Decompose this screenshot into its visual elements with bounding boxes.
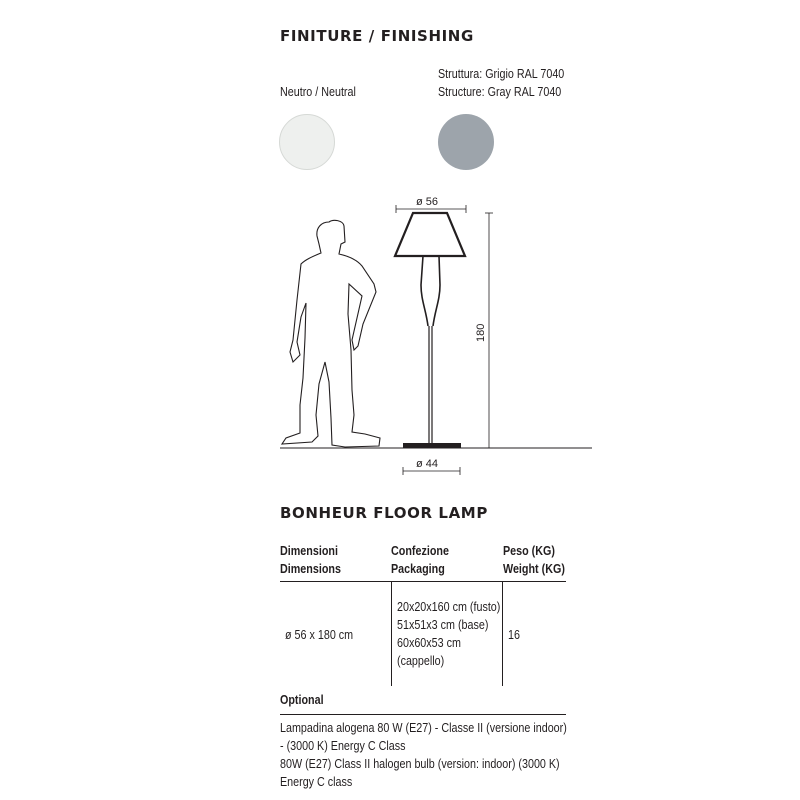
header-weight-it: Peso (KG): [503, 544, 555, 558]
human-silhouette: [282, 220, 380, 447]
lamp-base: [403, 443, 461, 448]
table-header-divider: [280, 581, 566, 582]
shade-diameter-label: ø 56: [416, 196, 439, 208]
header-packaging: [391, 542, 449, 578]
header-packaging-en: Packaging: [391, 562, 445, 576]
optional-line: 80W (E27) Class II halogen bulb (version: indoor) (3000 K): [280, 757, 560, 771]
finishing-title: FINITURE / FINISHING: [280, 27, 474, 45]
optional-divider: [280, 714, 566, 715]
table-col-divider-1: [391, 581, 392, 686]
packaging-line: (cappello): [397, 654, 445, 668]
packaging-line: 20x20x160 cm (fusto): [397, 600, 501, 614]
optional-line: Energy C class: [280, 775, 353, 789]
header-dimensions: [280, 542, 341, 578]
header-weight: [503, 542, 565, 578]
structure-label-it: Struttura: Grigio RAL 7040: [438, 67, 565, 81]
optional-title: Optional: [280, 693, 324, 707]
header-weight-en: Weight (KG): [503, 562, 565, 576]
packaging-line: 51x51x3 cm (base): [397, 618, 489, 632]
lamp-body: [421, 256, 440, 326]
header-dimensions-it: Dimensioni: [280, 544, 338, 558]
header-packaging-it: Confezione: [391, 544, 449, 558]
table-col-divider-2: [502, 581, 503, 686]
optional-line: Lampadina alogena 80 W (E27) - Classe II (versione indoor): [280, 721, 567, 735]
dimensions-value: ø 56 x 180 cm: [285, 628, 354, 642]
weight-value: 16: [508, 628, 520, 642]
lamp-shade: [395, 213, 465, 256]
packaging-line: 60x60x53 cm: [397, 636, 461, 650]
height-label: 180: [475, 323, 487, 342]
neutral-label: Neutro / Neutral: [280, 85, 356, 99]
packaging-values: [397, 598, 500, 670]
structure-label-en: Structure: Gray RAL 7040: [438, 85, 562, 99]
product-title: BONHEUR FLOOR LAMP: [280, 504, 488, 522]
header-dimensions-en: Dimensions: [280, 562, 341, 576]
optional-text: [280, 719, 567, 791]
optional-line: - (3000 K) Energy C Class: [280, 739, 406, 753]
base-diameter-label: ø 44: [416, 458, 439, 470]
